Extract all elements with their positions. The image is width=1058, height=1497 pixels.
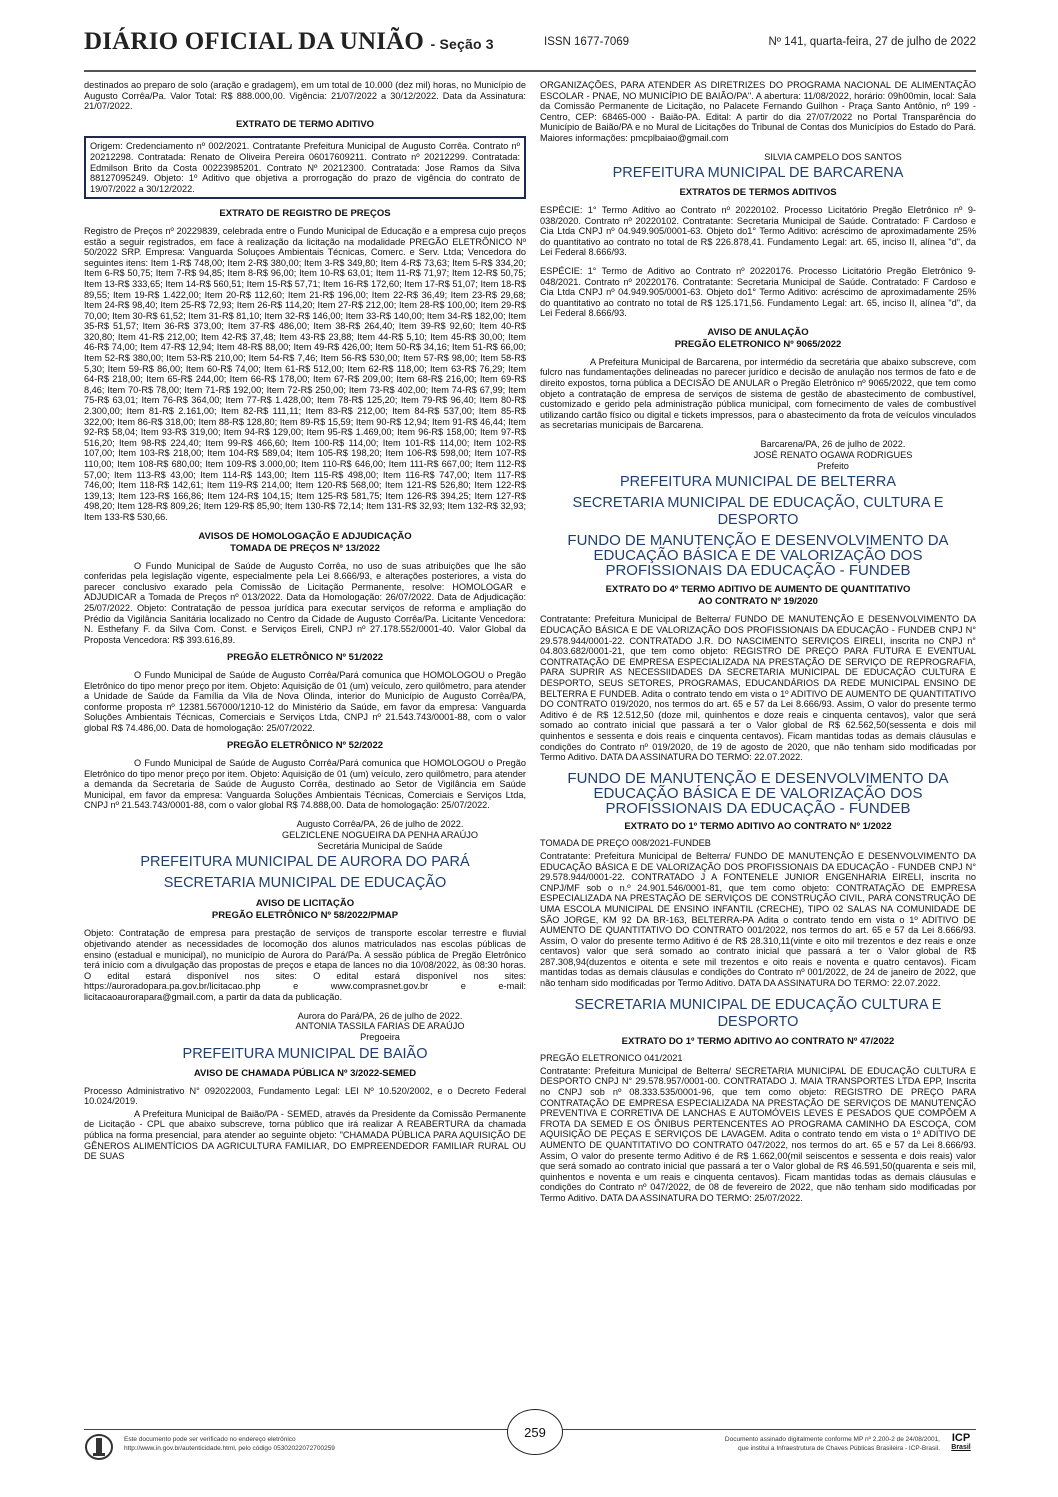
section-heading: PREGÃO ELETRÔNICO Nº 51/2022 xyxy=(226,652,384,664)
signature-line: Secretária Municipal de Saúde xyxy=(317,840,443,851)
heading-line: PREGÃO ELETRONICO Nº 9065/2022 xyxy=(674,338,842,350)
icp-brasil-logo-icon: ICP Brasil xyxy=(951,1432,971,1451)
signature-line: GELZICLENE NOGUEIRA DA PENHA ARAÚJO xyxy=(281,829,479,840)
section-heading: PREGÃO ELETRÔNICO Nº 52/2022 xyxy=(226,740,384,752)
signature-line: Pregoeira xyxy=(360,1032,400,1043)
issn: ISSN 1677-7069 xyxy=(544,36,630,48)
page-footer xyxy=(84,1423,976,1463)
right-column xyxy=(540,80,976,1212)
section-label: - Seção 3 xyxy=(430,36,494,52)
heading-line: AVISO DE LICITAÇÃO xyxy=(255,898,355,910)
boxed-notice: Origem: Credenciamento nº 002/2021. Contratante Prefeitura Municipal de Augusto Corrêa. Contrato nº 20212298. Contratada: Renato de Oliveira Pereira 06017609211. Contrato nº 20212299. Contratada: Edmilson Brito da Costa 00223985201. Contrato Nº 20212300. Contratada: Jose Ramos da Silva 88127095249. Objeto: 1º Aditivo que objetiva a prorrogação do prazo de vigência do contrato de 19/07/2022 a 30/12/2022. xyxy=(84,136,526,199)
section-heading xyxy=(540,327,976,351)
signature-block xyxy=(234,819,526,851)
verification-text xyxy=(124,1435,335,1453)
paragraph: Objeto: Contratação de empresa para prestação de serviços de transporte escolar terrestre e fluvial objetivando atender as necessidades de locomoção dos alunos matriculados nas escolas públicas de ensino (estadual e municipal), no município de Aurora do Pará/Pa. A sessão pública de Pregão Eletrônico terá início com a divulgação das propostas de preços e etapa de lances no dia 10/08/2022, às 08:30 horas. O edital estará disponível nos sites: O edital estará disponível nos sites: https://auroradopara.pa.gov.br/licitacao.php e www.comprasnet.gov.br e e-mail: licitacaoaurorapara@gmail.com, a partir da data da publicação. xyxy=(84,928,526,1002)
signature-line: SILVIA CAMPELO DOS SANTOS xyxy=(764,151,902,162)
heading-line: EXTRATO DO 4º TERMO ADITIVO DE AUMENTO DE QUANTITATIVO xyxy=(605,584,911,596)
verification-line: Este documento pode ser verificado no endereço eletrônico xyxy=(124,1436,296,1443)
section-heading: EXTRATO DO 1º TERMO ADITIVO AO CONTRATO Nº 1/2022 xyxy=(624,820,892,832)
coat-of-arms-icon xyxy=(84,1433,114,1461)
paragraph: O Fundo Municipal de Saúde de Augusto Corrêa/Pará comunica que HOMOLOGOU o Pregão Eletrônico do tipo menor preço por item. Objeto: Aquisição de 01 (um) veículo, zero quilômetro, para atender a Unidade de Saúde da Família da Vila de Nova Olinda, interior do Município de Augusto Corrêa/PA, conforme proposta nº 12381.567000/1210-12 do Ministério da Saúde, em favor da empresa: Vanguarda Soluções Ambientais Técnicas, Comerciais e Serviços Ltda, CNPJ nº 21.543.743/0001-88, com o valor global R$ 74.486,00. Data de homologação: 25/07/2022. xyxy=(84,669,526,733)
heading-line: TOMADA DE PREÇOS Nº 13/2022 xyxy=(230,542,380,554)
signature-line: ANTONIA TASSILA FARIAS DE ARAÚJO xyxy=(295,1021,465,1032)
paragraph: Contratante: Prefeitura Municipal de Belterra/ FUNDO DE MANUTENÇÃO E DESENVOLVIMENTO DA EDUCAÇÃO BÁSICA E DE VALORIZAÇÃO DOS PROFISSIONAIS DA EDUCAÇÃO - FUNDEB CNPJ N° 29.578.944/0001-22. CONTRATADO J A FONTENELE JUNIOR ENGENHARIA EIRELI, inscrita no CNPJ/MF sob o n.º 24.901.546/0001-81, que tem como objeto: CONTRATAÇÃO DE EMPRESA ESPECIALIZADA NA PRESTAÇÃO DE SERVIÇOS DE CONSTRUÇÃO CIVIL, PARA CONSTRUÇÃO DE UMA ESCOLA MUNICIPAL DE ENSINO INFANTIL (CRECHE), TIPO 02 SALAS NA COMUNIDADE DE SÃO JORGE, KM 92 DA BR-163, BELTERRA-PA Adita o contrato tendo em vista o 1º ADITIVO DE AUMENTO DE QUANTITATIVO DO CONTRATO 001/2022, nos termos do art. 65 e 57 da Lei 8.666/93. Assim, O valor do presente termo Aditivo é de R$ 28.310,11(vinte e oito mil trezentos e dez reais e onze centavos) valor que será somado ao contrato inicial que passará a ter o Valor global de R$ 287.308,94(duzentos e oitenta e sete mil trezentos e oito reais e noventa e quatro centavos). Ficam mantidas todas as demais cláusulas e condições do Contrato nº 001/2022, de 24 de janeiro de 2022, que não tenham sido modificadas por Termo Aditivo. DATA DA ASSINATURA DO TERMO: 22.07.2022. xyxy=(540,850,976,989)
signature-line: Barcarena/PA, 26 de julho de 2022. xyxy=(760,439,906,450)
signature-note-line: Documento assinado digitalmente conforme MP nº 2.200-2 de 24/08/2001, xyxy=(724,1436,940,1443)
paragraph: O Fundo Municipal de Saúde de Augusto Corrêa/Pará comunica que HOMOLOGOU o Pregão Eletrônico do tipo menor preço por item. Objeto: Aquisição de 01 (um) veículo, zero quilômetro, para atender a demanda da Secretaria de Saúde de Augusto Corrêa, destinado ao Setor de Vigilância em Saúde Municipal, em favor da empresa: Vanguarda Soluções Ambientais Técnicas, Comerciais e Serviços Ltda, CNPJ nº 21.543.743/0001-88, com o valor global R$ 74.888,00. Data de homologação: 25/07/2022. xyxy=(84,758,526,811)
section-heading: EXTRATO DO 1º TERMO ADITIVO AO CONTRATO Nº 47/2022 xyxy=(621,1035,895,1047)
paragraph: A Prefeitura Municipal de Baião/PA - SEMED, através da Presidente da Comissão Permanente de Licitação - CPL que abaixo subscreve, torna público que irá realizar A REABERTURA da chamada pública na forma presencial, para atender ao seguinte objeto: "CHAMADA PÚBLICA PARA AQUISIÇÃO DE GÊNEROS ALIMENTÍCIOS DA AGRICULTURA FAMILIAR, DO EMPREENDEDOR FAMILIAR RURAL OU DE SUAS xyxy=(84,1108,526,1162)
page-number: 259 xyxy=(507,1409,563,1455)
paragraph: Processo Administrativo N° 092022003, Fundamento Legal: LEI Nº 10.520/2002, e o Decreto Federal 10.024/2019. xyxy=(84,1085,526,1107)
heading-line: AVISOS DE HOMOLOGAÇÃO E ADJUDICAÇÃO xyxy=(198,530,412,542)
heading-line: AO CONTRATO Nº 19/2020 xyxy=(698,596,818,608)
heading-line: PREGÃO ELETRÔNICO Nº 58/2022/PMAP xyxy=(211,910,399,922)
section-heading: EXTRATOS DE TERMOS ADITIVOS xyxy=(679,187,837,199)
paragraph: A Prefeitura Municipal de Barcarena, por intermédio da secretária que abaixo subscreve, com fulcro nas fundamentações delineadas no parecer jurídico e decisão de anulação nos termos de fato e de direito expostos, torna pública a DECISÃO DE ANULAR o Pregão Eletrônico nº 9065/2022, que tem como objeto a contratação de empresa de serviços de sistema de gestão de abastecimento de combustível, customizado e gerido pela administração pública municipal, com fornecimento de vales de combustível utilizando cartão físico ou digital e tickets impressos, para o abastecimento da frota de veículos vinculados as secretarias municipais de Barcarena. xyxy=(540,356,976,431)
org-heading: PREFEITURA MUNICIPAL DE BELTERRA xyxy=(619,474,897,491)
paragraph: O Fundo Municipal de Saúde de Augusto Corrêa, no uso de suas atribuições que lhe são conferidas pela legislação vigente, especialmente pela Lei 8.666/93, e alterações posteriores, a vista do parecer conclusivo exarado pela Comissão de Licitação Permanente, resolve: HOMOLOGAR e ADJUDICAR a Tomada de Preços nº 013/2022. Data da Homologação: 26/07/2022. Data de Adjudicação: 25/07/2022. Objeto: Contratação de pessoa jurídica para executar serviços de reforma e ampliação do Prédio da Vigilância Sanitária localizado no Centro da Cidade de Augusto Corrêa/Pa. Licitante Vencedora: N. Esthefany F. da Silva Com. Const. e Serviços Eireli, CNPJ nº 27.178.552/0001-40. Valor Global da Proposta Vencedora: R$ 393.616,89. xyxy=(84,560,526,645)
paragraph: ESPÉCIE: 1° Termo de Aditivo ao Contrato nº 20220176. Processo Licitatório Pregão Eletrônico 9-048/2021. Contrato nº 20220176. Contratante: Secretaria Municipal de Saúde. Contratado: F Cardoso e Cia Ltda CNPJ nº 04.949.905/0001-63. Objeto do1° Termo Aditivo: acréscimo de aproximadamente 25% do quantitativo ao contrato no total de R$ 125.171,56. Fundamento Legal: art. 65, inciso II, alínea "d", da Lei Federal 8.666/93. xyxy=(540,265,976,319)
paragraph: Contratante: Prefeitura Municipal de Belterra/ SECRETARIA MUNICIPAL DE EDUCAÇÃO CULTURA E DESPORTO CNPJ N° 29.578.957/0001-00. CONTRATADO J. MAIA TRANSPORTES LTDA EPP, Inscrita no CNPJ sob nº 08.333.535/0001-96, que tem como objeto: REGISTRO DE PREÇO PARA CONTRATAÇÃO DE EMPRESA ESPECIALIZADA NA PRESTAÇÃO DE SERVIÇOS DE MANUTENÇÃO PREVENTIVA E CORRETIVA DE LANCHAS E AUTOMÓVEIS LEVES E PESADOS QUE COMPÕEM A FROTA DA SEMED E OS ÔNIBUS PERTENCENTES AO PROGRAMA CAMINHO DA ESCOÇA, COM AQUISIÇÃO DE PEÇAS E SERVIÇOS DE LAVAGEM. Adita o contrato tendo em vista o 1º ADITIVO DE AUMENTO DE QUANTITATIVO DO CONTRATO 047/2022, nos termos do art. 65 e 57 da Lei 8.666/93. Assim, O valor do presente termo Aditivo é de R$ 1.662,00(mil seiscentos e sessenta e dois reais) valor que será somado ao contrato inicial que passará a ter o Valor global de R$ 46.591,50(quarenta e seis mil, quinhentos e noventa e um reais e cinquenta centavos). Ficam mantidas todas as demais cláusulas e condições do Contrato nº 047/2022, de 08 de fevereiro de 2022, que não tenham sido modificadas por Termo Aditivo. DATA DA ASSINATURA DO TERMO: 25/07/2022. xyxy=(540,1065,976,1203)
org-heading: FUNDO DE MANUTENÇÃO E DESENVOLVIMENTO DA EDUCAÇÃO BÁSICA E DE VALORIZAÇÃO DOS PROFISSIONAIS DA EDUCAÇÃO - FUNDEB xyxy=(567,769,949,817)
verification-link[interactable]: http://www.in.gov.br/autenticidade.html, pelo código 05302022072700259 xyxy=(124,1445,335,1452)
paragraph: ESPÉCIE: 1° Termo Aditivo ao Contrato nº 20220102. Processo Licitatório Pregão Eletrônico nº 9-038/2020. Contrato nº 20220102. Contratante: Secretaria Municipal de Saúde. Contratado: F Cardoso e Cia Ltda CNPJ nº 04.949.905/0001-63. Objeto do1° Termo Aditivo: acréscimo de aproximadamente 25% do quantitativo ao contrato no total de R$ 226.878,41. Fundamento Legal: art. 65, inciso II, alínea "d", da Lei Federal 8.666/93. xyxy=(540,204,976,258)
section-heading: EXTRATO DE REGISTRO DE PREÇOS xyxy=(219,208,391,220)
org-heading: PREFEITURA MUNICIPAL DE BARCARENA xyxy=(612,165,904,182)
org-heading: PREFEITURA MUNICIPAL DE BAIÃO xyxy=(182,1045,428,1062)
paragraph: ORGANIZAÇÕES, PARA ATENDER AS DIRETRIZES DO PROGRAMA NACIONAL DE ALIMENTAÇÃO ESCOLAR - PNAE, NO MUNICÍPIO DE BAIÃO/PA". A abertura: 11/08/2022, horário: 09h00min, local: Sala da Comissão Permanente de Licitação, no Palacete Fernando Guilhon - Praça Santo Antônio, nº 199 - Centro, CEP: 68465-000 - Baião-PA. Edital: A partir do dia 27/07/2022 no Portal Transparência do Município de Baião/PA e no Mural de Licitações do Tribunal de Contas dos Municípios do Estado do Pará. Maiores informações: pmcplbaiao@gmail.com xyxy=(540,80,976,143)
paragraph: Registro de Preços nº 20229839, celebrada entre o Fundo Municipal de Educação e a empresa cujo preços estão a seguir registrados, em face à realização da licitação na modalidade PREGÃO ELETRÔNICO Nº 50/2022 SRP. Empresa: Vanguarda Soluçoes Ambientais Técnicas, Comerc. e Serv. Ltda; Vencedora do seguintes itens: Item 1-R$ 748,00; Item 2-R$ 380,00; Item 3-R$ 349,80; Item 4-R$ 73,63; Item 5-R$ 334,20; Item 6-R$ 50,75; Item 7-R$ 94,85; Item 8-R$ 96,00; Item 10-R$ 63,01; Item 11-R$ 71,97; Item 12-R$ 50,75; Item 13-R$ 333,65; Item 14-R$ 560,51; Item 15-R$ 57,71; Item 16-R$ 172,60; Item 17-R$ 51,07; Item 18-R$ 89,55; Item 19-R$ 1.422,00; Item 20-R$ 112,60; Item 21-R$ 196,00; Item 22-R$ 36,49; Item 23-R$ 29,68; Item 24-R$ 98,40; Item 25-R$ 72,93; Item 26-R$ 114,20; Item 27-R$ 212,00; Item 28-R$ 100,00; Item 29-R$ 70,00; Item 30-R$ 61,52; Item 31-R$ 81,10; Item 32-R$ 146,00; Item 33-R$ 140,00; Item 34-R$ 182,00; Item 35-R$ 51,57; Item 36-R$ 373,00; Item 37-R$ 486,00; Item 38-R$ 264,40; Item 39-R$ 92,60; Item 40-R$ 320,80; Item 41-R$ 212,00; Item 42-R$ 37,48; Item 43-R$ 23,88; Item 44-R$ 5,10; Item 45-R$ 30,00; Item 46-R$ 74,00; Item 47-R$ 12,94; Item 48-R$ 88,00; Item 49-R$ 426,00; Item 50-R$ 34,16; Item 51-R$ 66,00; Item 52-R$ 380,00; Item 53-R$ 210,00; Item 54-R$ 7,46; Item 56-R$ 530,00; Item 57-R$ 98,00; Item 58-R$ 5,30; Item 59-R$ 86,00; Item 60-R$ 74,00; Item 61-R$ 512,00; Item 62-R$ 118,00; Item 63-R$ 76,29; Item 64-R$ 218,00; Item 65-R$ 244,00; Item 66-R$ 178,00; Item 67-R$ 209,00; Item 68-R$ 216,00; Item 69-R$ 8,46; Item 70-R$ 78,00; Item 71-R$ 192,00; Item 72-R$ 250,00; Item 73-R$ 402,00; Item 74-R$ 67,99; Item 75-R$ 63,01; Item 76-R$ 364,00; Item 77-R$ 1.428,00; Item 78-R$ 125,20; Item 79-R$ 96,40; Item 80-R$ 2.300,00; Item 81-R$ 2.161,00; Item 82-R$ 111,11; Item 83-R$ 212,00; Item 84-R$ 537,00; Item 85-R$ 322,00; Item 86-R$ 318,00; Item 88-R$ 128,80; Item 89-R$ 15,59; Item 90-R$ 12,94; Item 91-R$ 46,44; Item 92-R$ 58,04; Item 93-R$ 319,00; Item 94-R$ 129,00; Item 95-R$ 1.469,00; Item 96-R$ 158,00; Item 97-R$ 516,20; Item 98-R$ 224,40; Item 99-R$ 466,60; Item 100-R$ 114,00; Item 101-R$ 114,00; Item 102-R$ 107,00; Item 103-R$ 218,00; Item 104-R$ 589,04; Item 105-R$ 198,20; Item 106-R$ 598,00; Item 107-R$ 110,00; Item 108-R$ 680,00; Item 109-R$ 3.000,00; Item 110-R$ 646,00; Item 111-R$ 667,00; Item 112-R$ 57,00; Item 113-R$ 43,00; Item 114-R$ 143,00; Item 115-R$ 498,00; Item 116-R$ 747,00; Item 117-R$ 746,00; Item 118-R$ 142,61; Item 119-R$ 214,00; Item 120-R$ 568,00; Item 121-R$ 526,80; Item 122-R$ 139,13; Item 123-R$ 166,86; Item 124-R$ 104,15; Item 125-R$ 581,75; Item 126-R$ 394,25; Item 127-R$ 498,20; Item 128-R$ 809,26; Item 129-R$ 85,90; Item 130-R$ 72,14; Item 131-R$ 32,93; Item 132-R$ 32,93; Item 133-R$ 530,66. xyxy=(84,225,526,522)
section-heading: AVISO DE CHAMADA PÚBLICA Nº 3/2022-SEMED xyxy=(193,1067,417,1079)
org-heading: SECRETARIA MUNICIPAL DE EDUCAÇÃO xyxy=(163,875,447,892)
paragraph: destinados ao preparo de solo (aração e gradagem), em um total de 10.000 (dez mil) horas, no Município de Augusto Corrêa/Pa. Valor Total: R$ 888.000,00. Vigência: 21/07/2022 a 30/12/2022. Data da Assinatura: 21/07/2022. xyxy=(84,80,526,112)
paragraph: Contratante: Prefeitura Municipal de Belterra/ FUNDO DE MANUTENÇÃO E DESENVOLVIMENTO DA EDUCAÇÃO BÁSICA E DE VALORIZAÇÃO DOS PROFISSIONAIS DA EDUCAÇÃO - FUNDEB CNPJ N° 29.578.944/0001-22. CONTRATADO J.R. DO NASCIMENTO SERVIÇOS EIRELI, inscrita no CNPJ n° 04.803.682/0001-21, que tem como objeto: REGISTRO DE PREÇO PARA FUTURA E EVENTUAL CONTRATAÇÃO DE EMPRESA ESPECIALIZADA NA PRESTAÇÃO DE SERVIÇO DE REPROGRAFIA, PARA SUPRIR AS NECESSIIDADES DA SECRETARIA MUNICIPAL DE EDUCAÇÃO CULTURA E DESPORTO, SEUS SETORES, PROGRAMAS, EDUCANDÁRIOS DA REDE MUNICIPAL ENSINO DE BELTERRA E FUNDEB. Adita o contrato tendo em vista o 1º ADITIVO DE AUMENTO DE QUANTITATIVO DO CONTRATO 019/2020, nos termos do art. 65 e 57 da Lei 8.666/93. Assim, O valor do presente termo Aditivo é de R$ 12.512,50 (doze mil, quinhentos e doze reais e cinquenta centavos), valor que será somado ao contrato inicial que passará a ter o Valor global de R$ 62.562,50(sessenta e dois mil quinhentos e sessenta e dois reais e cinquenta centavos). Ficam mantidas todas as demais cláusulas e condições do Contrato nº 019/2020, de 19 de agosto de 2020, que não tenham sido modificadas por Termo Aditivo. DATA DA ASSINATURA DO TERMO: 22.07.2022. xyxy=(540,614,976,763)
signature-line: Aurora do Pará/PA, 26 de julho de 2022. xyxy=(297,1010,463,1021)
signature-line: Augusto Corrêa/PA, 26 de julho de 2022. xyxy=(296,819,464,830)
section-heading xyxy=(84,531,526,555)
org-heading: SECRETARIA MUNICIPAL DE EDUCAÇÃO, CULTURA E DESPORTO xyxy=(572,495,944,529)
title-text: DIÁRIO OFICIAL DA UNIÃO xyxy=(84,28,425,55)
section-heading: EXTRATO DE TERMO ADITIVO xyxy=(235,118,375,130)
digital-signature-note xyxy=(725,1435,940,1453)
paragraph: PREGÃO ELETRONICO 041/2021 xyxy=(540,1053,683,1064)
page-header xyxy=(84,28,976,72)
signature-note-line: que institui a Infraestrutura de Chaves Públicas Brasileira - ICP-Brasil. xyxy=(738,1445,940,1452)
org-heading: PREFEITURA MUNICIPAL DE AURORA DO PARÁ xyxy=(140,854,470,871)
left-column xyxy=(84,80,526,1170)
section-heading xyxy=(84,898,526,922)
paragraph: TOMADA DE PREÇO 008/2021-FUNDEB xyxy=(540,838,711,849)
section-heading xyxy=(540,584,976,608)
heading-line: AVISO DE ANULAÇÃO xyxy=(707,326,809,338)
signature-line: JOSÉ RENATO OGAWA RODRIGUES xyxy=(753,449,913,460)
org-heading: FUNDO DE MANUTENÇÃO E DESENVOLVIMENTO DA EDUCAÇÃO BÁSICA E DE VALORIZAÇÃO DOS PROFISSIONAIS DA EDUCAÇÃO - FUNDEB xyxy=(567,532,949,580)
newspaper-title xyxy=(84,28,494,56)
org-heading: SECRETARIA MUNICIPAL DE EDUCAÇÃO CULTURA E DESPORTO xyxy=(574,996,942,1030)
edition-info: Nº 141, quarta-feira, 27 de julho de 2022 xyxy=(768,36,976,48)
signature-block xyxy=(234,1011,526,1043)
signature-block xyxy=(690,439,976,471)
signature-line: Prefeito xyxy=(817,460,849,471)
